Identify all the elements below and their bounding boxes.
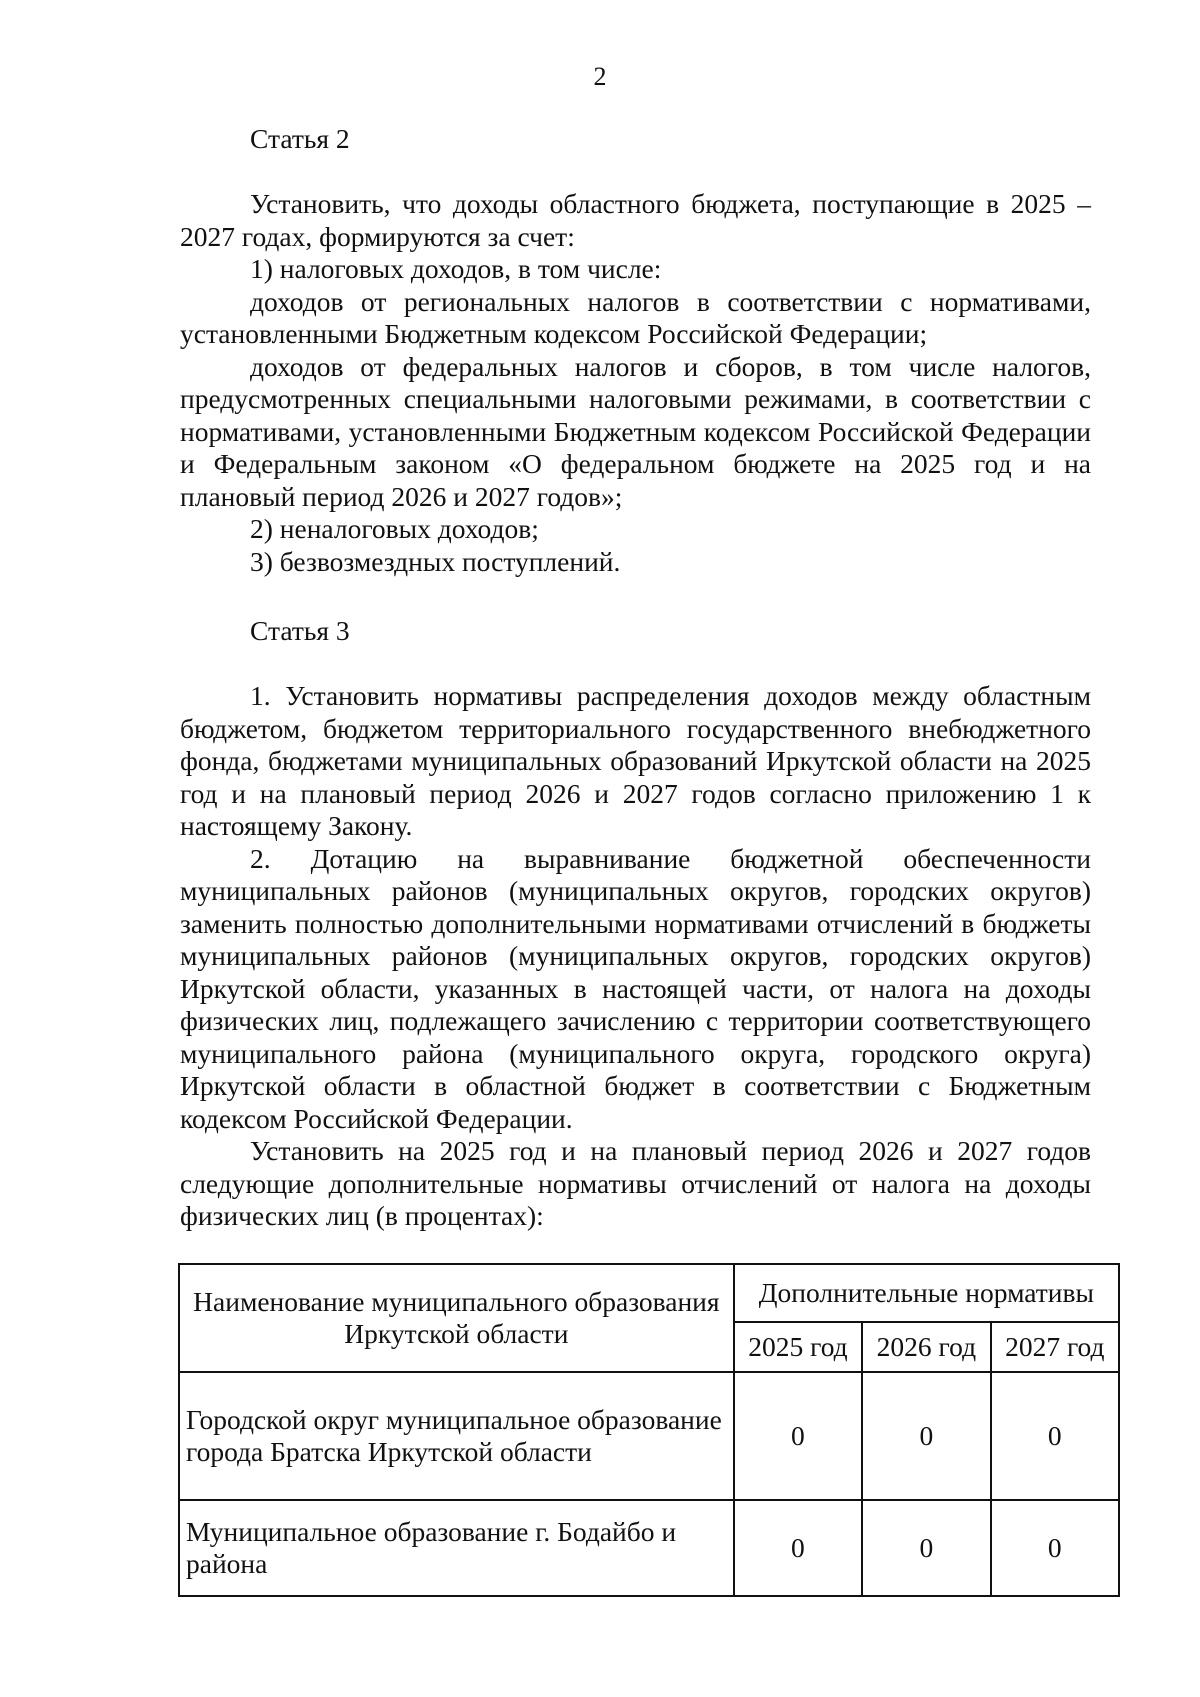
article-3-paragraph: Установить на 2025 год и на плановый период 2026 и 2027 годов следующие дополнительные нормативы отчислений от налога на доходы физических лиц (в процентах):	[180, 1135, 1091, 1231]
article-2-heading: Статья 2	[250, 123, 350, 154]
article-2-paragraph: доходов от федеральных налогов и сборов, в том числе налогов, предусмотренных специальными налоговыми режимами, в соответствии с нормативами, установленными Бюджетным кодексом Российской Федерации и Федеральным законом «О федеральном бюджете на 2025 год и на плановый период 2026 и 2027 годов»;	[180, 350, 1091, 512]
additional-norms-header: Дополнительные нормативы	[734, 1264, 1119, 1322]
article-3-body	[180, 680, 1091, 1233]
norm-value-cell: 0	[734, 1372, 862, 1500]
article-2-paragraph: Установить, что доходы областного бюджета, поступающие в 2025 – 2027 годах, формируются за счет:	[180, 188, 1091, 252]
norm-value-cell: 0	[862, 1500, 990, 1596]
year-header: 2027 год	[991, 1322, 1119, 1372]
article-3-heading: Статья 3	[250, 615, 350, 646]
article-2-body	[180, 188, 1091, 578]
article-2-paragraph: 2) неналоговых доходов;	[250, 513, 539, 544]
article-2-paragraph: 1) налоговых доходов, в том числе:	[250, 253, 662, 284]
municipality-name-header: Наименование муниципального образования Иркутской области	[179, 1264, 734, 1372]
municipality-name-cell: Городской округ муниципальное образование города Братска Иркутской области	[179, 1372, 734, 1500]
norm-value-cell: 0	[991, 1500, 1119, 1596]
norm-value-cell: 0	[991, 1372, 1119, 1500]
year-header: 2026 год	[862, 1322, 990, 1372]
article-3-paragraph: 1. Установить нормативы распределения доходов между областным бюджетом, бюджетом территориального государственного внебюджетного фонда, бюджетами муниципальных образований Иркутской области на 2025 год и на плановый период 2026 и 2027 годов согласно приложению 1 к настоящему Закону.	[180, 680, 1091, 841]
year-header: 2025 год	[734, 1322, 862, 1372]
norm-value-cell: 0	[734, 1500, 862, 1596]
norm-value-cell: 0	[862, 1372, 990, 1500]
table-row	[179, 1500, 1119, 1596]
page-number: 2	[593, 62, 607, 91]
article-2-paragraph: доходов от региональных налогов в соответствии с нормативами, установленными Бюджетным кодексом Российской Федерации;	[180, 285, 1091, 349]
additional-norms-table	[178, 1263, 1120, 1597]
article-3-paragraph: 2. Дотацию на выравнивание бюджетной обеспеченности муниципальных районов (муниципальных округов, городских округов) заменить полностью дополнительными нормативами отчислений в бюджеты муниципальных районов (муниципальных округов, городских округов) Иркутской области, указанных в настоящей части, от налога на доходы физических лиц, подлежащего зачислению с территории соответствующего муниципального района (муниципального округа, городского округа) Иркутской области в областной бюджет в соответствии с Бюджетным кодексом Российской Федерации.	[180, 842, 1091, 1134]
article-2-paragraph: 3) безвозмездных поступлений.	[250, 545, 621, 577]
table-row	[179, 1372, 1119, 1500]
municipality-name-cell: Муниципальное образование г. Бодайбо и района	[179, 1500, 734, 1596]
